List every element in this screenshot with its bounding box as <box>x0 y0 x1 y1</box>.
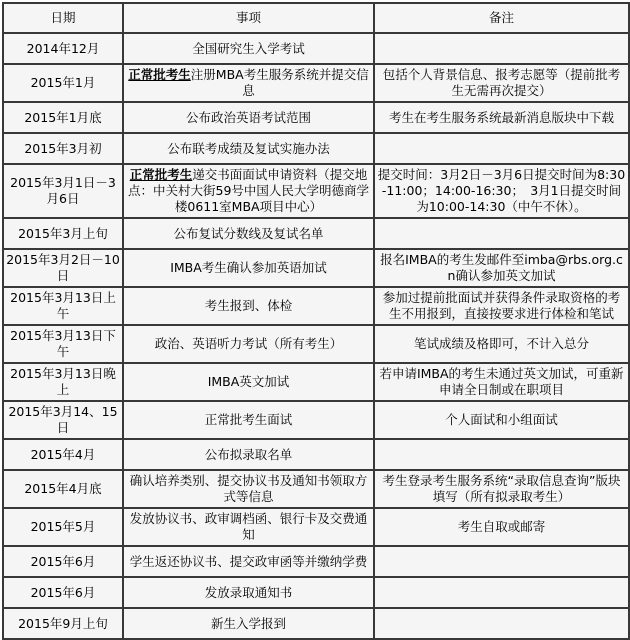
table-row <box>3 508 629 546</box>
date-cell: 2015年3月13日上午 <box>3 287 123 325</box>
date-cell: 2015年3月1日－3月6日 <box>3 164 123 218</box>
matter-cell <box>123 64 374 102</box>
note-cell <box>374 608 629 639</box>
matter-text: 注册MBA考生服务系统并提交信息 <box>190 67 369 98</box>
table-row <box>3 577 629 608</box>
column-header-matter: 事项 <box>123 3 374 33</box>
table-row <box>3 102 629 133</box>
matter-cell: 全国研究生入学考试 <box>123 33 374 64</box>
table-row <box>3 133 629 164</box>
table-row <box>3 164 629 218</box>
matter-cell: 发放录取通知书 <box>123 577 374 608</box>
note-cell: 笔试成绩及格即可，不计入总分 <box>374 325 629 363</box>
table-row <box>3 608 629 639</box>
date-cell: 2015年3月14、15日 <box>3 401 123 439</box>
date-cell: 2015年6月 <box>3 546 123 577</box>
date-cell: 2015年4月底 <box>3 470 123 508</box>
note-cell: 包括个人背景信息、报考志愿等（提前批考生无需再次提交） <box>374 64 629 102</box>
matter-cell: IMBA英文加试 <box>123 363 374 401</box>
matter-cell: IMBA考生确认参加英语加试 <box>123 249 374 287</box>
table-body <box>3 33 629 639</box>
matter-text: 递交书面面试申请资料（提交地点：中关村大街59号中国人民大学明德商学楼0611室MBA项目中心） <box>128 167 369 214</box>
date-cell: 2015年9月上旬 <box>3 608 123 639</box>
date-cell: 2014年12月 <box>3 33 123 64</box>
matter-cell: 公布复试分数线及复试名单 <box>123 218 374 249</box>
table-row <box>3 363 629 401</box>
matter-emphasized-text: 正常批考生 <box>129 167 193 182</box>
table-row <box>3 218 629 249</box>
table-row <box>3 64 629 102</box>
schedule-table <box>2 2 630 640</box>
column-header-date: 日期 <box>3 3 123 33</box>
note-cell: 考生自取或邮寄 <box>374 508 629 546</box>
note-cell <box>374 546 629 577</box>
column-header-note: 备注 <box>374 3 629 33</box>
note-cell: 个人面试和小组面试 <box>374 401 629 439</box>
date-cell: 2015年3月2日－10日 <box>3 249 123 287</box>
note-cell <box>374 33 629 64</box>
note-cell: 提交时间：3月2日－3月6日提交时间为8:30-11:00；14:00-16:30； 3月1日提交时间为10:00-14:30（中午不休）。 <box>374 164 629 218</box>
table-row <box>3 325 629 363</box>
matter-cell <box>123 164 374 218</box>
matter-cell: 新生入学报到 <box>123 608 374 639</box>
note-cell: 参加过提前批面试并获得条件录取资格的考生不用报到，直接按要求进行体检和笔试 <box>374 287 629 325</box>
matter-emphasized-text: 正常批考生 <box>128 67 191 82</box>
note-cell: 考生在考生服务系统最新消息版块中下载 <box>374 102 629 133</box>
matter-cell: 公布拟录取名单 <box>123 439 374 470</box>
note-cell <box>374 218 629 249</box>
date-cell: 2015年3月13日下午 <box>3 325 123 363</box>
table-row <box>3 33 629 64</box>
note-cell <box>374 577 629 608</box>
date-cell: 2015年3月初 <box>3 133 123 164</box>
table-row <box>3 401 629 439</box>
matter-cell: 发放协议书、政审调档函、银行卡及交费通知 <box>123 508 374 546</box>
matter-cell: 政治、英语听力考试（所有考生） <box>123 325 374 363</box>
matter-cell: 正常批考生面试 <box>123 401 374 439</box>
date-cell: 2015年1月底 <box>3 102 123 133</box>
matter-cell: 公布联考成绩及复试实施办法 <box>123 133 374 164</box>
date-cell: 2015年6月 <box>3 577 123 608</box>
matter-cell: 考生报到、体检 <box>123 287 374 325</box>
table-row <box>3 546 629 577</box>
table-row <box>3 287 629 325</box>
date-cell: 2015年1月 <box>3 64 123 102</box>
date-cell: 2015年3月13日晚上 <box>3 363 123 401</box>
table-row <box>3 439 629 470</box>
table-row <box>3 470 629 508</box>
date-cell: 2015年3月上旬 <box>3 218 123 249</box>
note-cell: 若申请IMBA的考生未通过英文加试，可重新申请全日制或在职项目 <box>374 363 629 401</box>
note-cell <box>374 439 629 470</box>
matter-cell: 学生返还协议书、提交政审函等并缴纳学费 <box>123 546 374 577</box>
matter-cell: 公布政治英语考试范围 <box>123 102 374 133</box>
matter-cell: 确认培养类别、提交协议书及通知书领取方式等信息 <box>123 470 374 508</box>
date-cell: 2015年4月 <box>3 439 123 470</box>
note-cell <box>374 133 629 164</box>
table-header-row <box>3 3 629 33</box>
note-cell: 考生登录考生服务系统“录取信息查询”版块填写（所有拟录取考生） <box>374 470 629 508</box>
date-cell: 2015年5月 <box>3 508 123 546</box>
note-cell: 报名IMBA的考生发邮件至imba@rbs.org.cn确认参加英文加试 <box>374 249 629 287</box>
table-row <box>3 249 629 287</box>
